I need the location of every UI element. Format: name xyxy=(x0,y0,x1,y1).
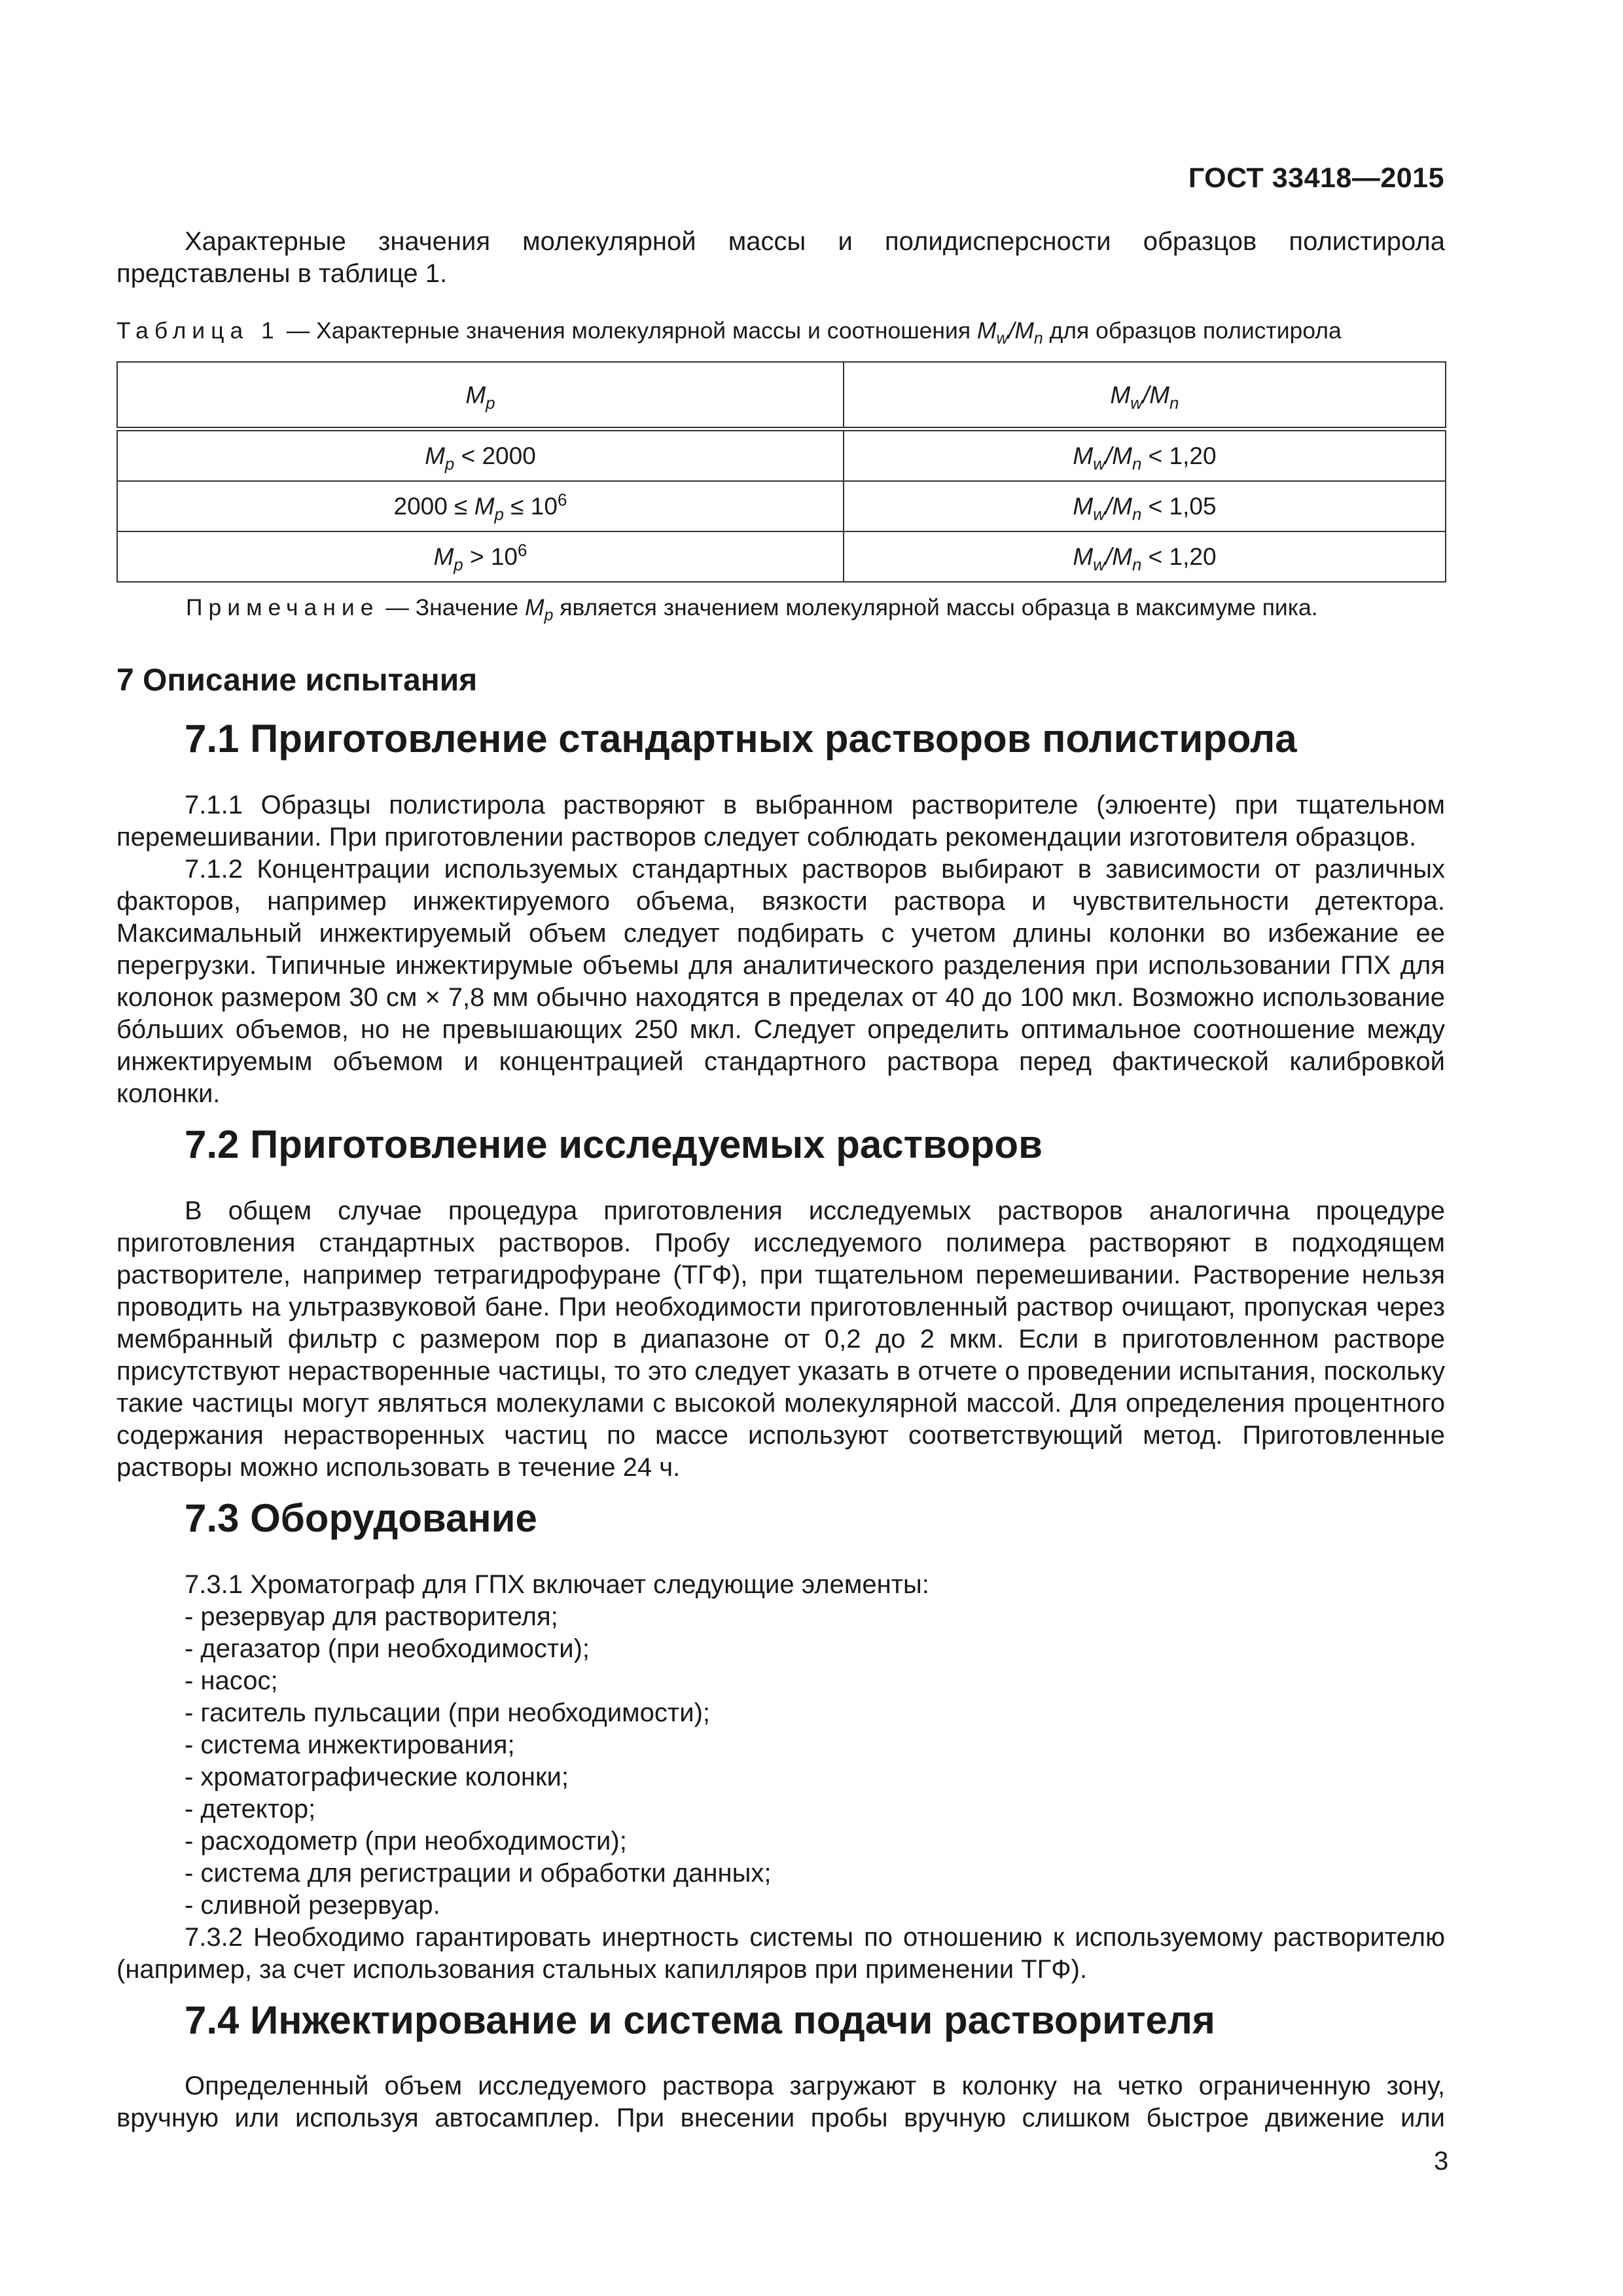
section-7-1-title: 7.1 Приготовление стандартных растворов полистирола xyxy=(185,717,1297,761)
section-7-title: 7 Описание испытания xyxy=(116,663,478,698)
list-item: - сливной резервуар. xyxy=(185,1890,440,1920)
table-1 xyxy=(116,361,1446,583)
list-item: - резервуар для растворителя; xyxy=(185,1602,558,1631)
table-row xyxy=(117,531,1446,582)
table-cell-ratio: $M_w/M_n < 1,05$ xyxy=(844,481,1446,531)
paragraph-7-3-2: 7.3.2 Необходимо гарантировать инертность системы по отношению к используемому растворителю (например, за счет использования стальных капилляров при применении ТГФ). xyxy=(116,1922,1445,1984)
list-item: - насос; xyxy=(185,1666,278,1695)
document-header: ГОСТ 33418—2015 xyxy=(1188,162,1444,194)
table-note: Примечание — Значение $M_p$ является значением молекулярной массы образца в максимуме пика. xyxy=(186,594,1318,625)
paragraph-7-1-2: 7.1.2 Концентрации используемых стандартных растворов выбирают в зависимости от различных факторов, например инжектируемого объема, вязкости раствора и чувствительности детектора. Максимальный инжектируемый объем следует подбирать с учетом длины колонки во избежание ее перегрузки. Типичные инжектирумые объемы для аналитического разделения при использовании ГПХ для колонок размером 30 см × 7,8 мм обычно находятся в пределах от 40 до 100 мкл. Возможно использование бо́льших объемов, но не превышающих 250 мкл. Следует определить оптимальное соотношение между инжектируемым объемом и концентрацией стандартного раствора перед фактической калибровкой колонки. xyxy=(116,854,1445,1108)
list-item: - гаситель пульсации (при необходимости); xyxy=(185,1698,711,1727)
page-number: 3 xyxy=(1434,2147,1449,2176)
table-cell-ratio: $M_w/M_n < 1,20$ xyxy=(844,429,1446,482)
table-cell-ratio: $M_w/M_n < 1,20$ xyxy=(844,531,1446,582)
page-content xyxy=(116,226,1445,2134)
table-header-mp: $M_p$ xyxy=(117,362,844,429)
table-cell-range: $2000 \le M_p \le 10^6$ xyxy=(117,481,844,531)
section-7-4-title: 7.4 Инжектирование и система подачи растворителя xyxy=(185,1998,1215,2042)
note-label: Примечание xyxy=(186,594,380,620)
table-caption xyxy=(116,315,1445,347)
paragraph-7-4: Определенный объем исследуемого раствора загружают в колонку на четко ограниченную зону, вручную или используя автосамплер. При внесении пробы вручную слишком быстрое движение или xyxy=(116,2072,1445,2133)
table-row xyxy=(117,481,1446,531)
paragraph-7-2: В общем случае процедура приготовления исследуемых растворов аналогична процедуре приготовления стандартных растворов. Пробу исследуемого полимера растворяют в подходящем растворителе, например тетрагидрофуране (ТГФ), при тщательном перемешивании. Растворение нельзя проводить на ультразвуковой бане. При необходимости приготовленный раствор очищают, пропуская через мембранный фильтр с размером пор в диапазоне от 0,2 до 2 мкм. Если в приготовленном растворе присутствуют нерастворенные частицы, то это следует указать в отчете о проведении испытания, поскольку такие частицы могут являться молекулами с высокой молекулярной массой. Для определения процентного содержания нерастворенных частиц по массе используют соответствующий метод. Приготовленные растворы можно использовать в течение 24 ч. xyxy=(116,1196,1445,1482)
table-caption-text: — Характерные значения молекулярной массы и соотношения xyxy=(279,317,977,344)
section-7-2-title: 7.2 Приготовление исследуемых растворов xyxy=(185,1122,1043,1166)
intro-paragraph: Характерные значения молекулярной массы и полидисперсности образцов полистирола представлены в таблице 1. xyxy=(116,227,1445,288)
table-header-mw-mn: $M_w/M_n$ xyxy=(844,362,1446,429)
table-caption-text-end: для образцов полистирола xyxy=(1043,317,1342,344)
paragraph-7-3-1: 7.3.1 Хроматограф для ГПХ включает следующие элементы: xyxy=(185,1570,929,1599)
list-item: - дегазатор (при необходимости); xyxy=(185,1634,590,1663)
table-row xyxy=(117,429,1446,482)
list-item: - расходометр (при необходимости); xyxy=(185,1826,627,1856)
table-caption-label: Таблица 1 xyxy=(116,317,280,344)
paragraph-7-1-1: 7.1.1 Образцы полистирола растворяют в выбранном растворителе (элюенте) при тщательном перемешивании. При приготовлении растворов следует соблюдать рекомендации изготовителя образцов. xyxy=(116,790,1445,852)
table-header-row xyxy=(117,362,1446,429)
list-item: - хроматографические колонки; xyxy=(185,1762,569,1791)
table-cell-range: $M_p > 10^6$ xyxy=(117,531,844,582)
list-item: - система для регистрации и обработки данных; xyxy=(185,1858,772,1888)
list-item: - детектор; xyxy=(185,1794,316,1823)
caption-mw-mn: $M_w/M_n$ xyxy=(976,317,1043,348)
section-7-3-title: 7.3 Оборудование xyxy=(185,1496,537,1540)
table-cell-range: $M_p < 2000$ xyxy=(117,429,844,482)
equipment-list xyxy=(116,1601,1445,1922)
list-item: - система инжектирования; xyxy=(185,1730,515,1759)
